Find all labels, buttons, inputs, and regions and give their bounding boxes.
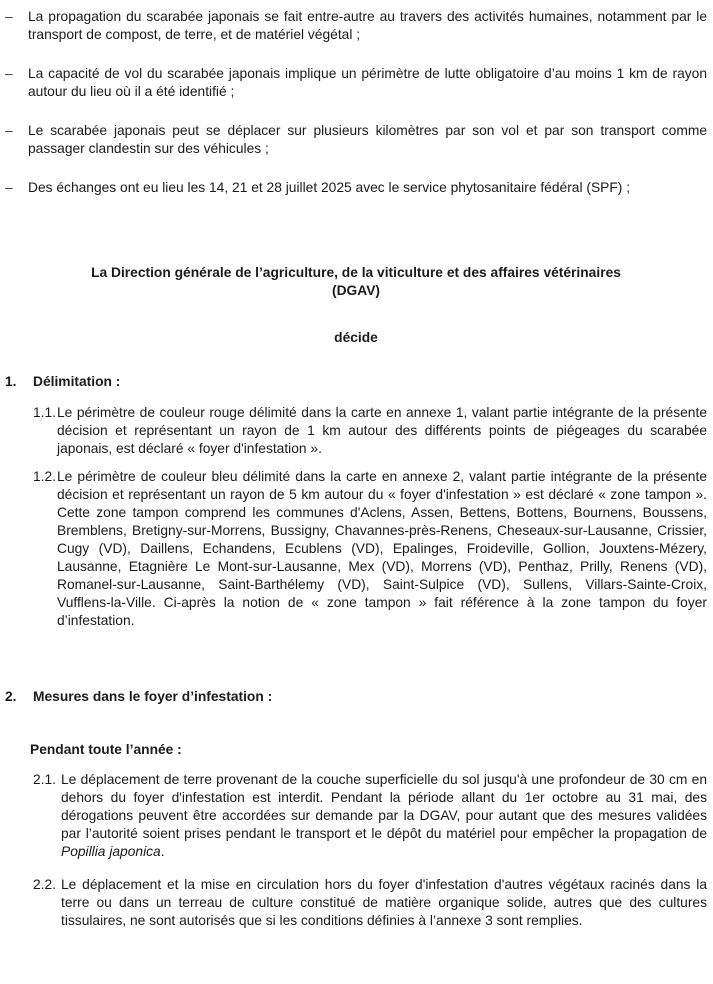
document-title-line1: La Direction générale de l’agriculture, de la viticulture et des affaires vétérinaires	[91, 265, 621, 280]
bullet-item	[5, 65, 707, 101]
dash-bullet-marker: –	[5, 180, 13, 195]
bullet-text: Le scarabée japonais peut se déplacer sur plusieurs kilomètres par son vol et par son transport comme passager clandestin sur des véhicules ;	[28, 123, 707, 156]
section-2-label: Mesures dans le foyer d’infestation :	[33, 689, 273, 704]
list-item-1-2	[5, 468, 707, 630]
section-1-label: Délimitation :	[33, 374, 121, 389]
list-item-2-1	[5, 771, 707, 861]
bullet-item	[5, 122, 707, 158]
list-item-2-1-text: Le déplacement de terre provenant de la couche superficielle du sol jusqu'à une profondeur de 30 cm en dehors du foyer d'infestation est interdit. Pendant la période allant du 1er octobre au 31 mai, des dérogations peuvent être accordées sur demande par la DGAV, pour autant que des mesures validées par l’autorité soient prises pendant le transport et le dépôt du matériel pour empêcher la propagation de	[61, 772, 707, 841]
dash-bullet-marker: –	[5, 9, 13, 24]
list-item-2-2	[5, 876, 707, 930]
list-item-2-1-number: 2.1.	[33, 772, 57, 787]
list-item-1-1	[5, 404, 707, 458]
section-2-title	[5, 688, 707, 706]
document-title-line2: (DGAV)	[331, 283, 381, 298]
document-title	[5, 264, 707, 300]
bullet-item	[5, 179, 707, 197]
list-item-1-1-text: Le périmètre de couleur rouge délimité dans la carte en annexe 1, valant partie intégrante de la présente décision et représentant un rayon de 1 km autour des différents points de piégeages du scarabée japonais, est déclaré « foyer d'infestation ».	[57, 405, 707, 456]
section-1-title	[5, 373, 707, 391]
dash-bullet-marker: –	[5, 123, 13, 138]
dash-bullet-marker: –	[5, 66, 13, 81]
list-item-2-2-text: Le déplacement et la mise en circulation hors du foyer d'infestation d'autres végétaux racinés dans la terre ou dans un terreau de culture constitué de matière organique solide, autres que des cultures tissulaires, ne sont autorisés que si les conditions définies à l’annexe 3 sont remplies.	[61, 877, 707, 928]
list-item-2-1-suffix: .	[160, 844, 165, 859]
list-item-2-2-number: 2.2.	[33, 877, 57, 892]
section-2-subheading: Pendant toute l’année :	[30, 742, 182, 757]
decide-heading: décide	[334, 330, 378, 345]
species-name-italic: Popillia japonica	[61, 844, 161, 859]
list-item-1-2-text: Le périmètre de couleur bleu délimité dans la carte en annexe 2, valant partie intégrante de la présente décision et représentant un rayon de 5 km autour du « foyer d'infestation » est déclaré « zone tampon ». Cette zone tampon comprend les communes d'Aclens, Assen, Bettens, Bottens, Bournens, Boussens, Bremblens, Bretigny-sur-Morrens, Bussigny, Chavannes-près-Renens, Cheseaux-sur-Lausanne, Crissier, Cugy (VD), Daillens, Echandens, Ecublens (VD), Epalinges, Froideville, Gollion, Jouxtens-Mézery, Lausanne, Etagnière Le Mont-sur-Lausanne, Mex (VD), Morrens (VD), Penthaz, Prilly, Renens (VD), Romanel-sur-Lausanne, Saint-Barthélemy (VD), Saint-Sulpice (VD), Sullens, Villars-Sainte-Croix, Vufflens-la-Ville. Ci-après la notion de « zone tampon » fait référence à la zone tampon du foyer d’infestation.	[57, 469, 707, 628]
list-item-1-2-number: 1.2.	[33, 469, 57, 484]
list-item-1-1-number: 1.1.	[33, 405, 57, 420]
bullet-text: La capacité de vol du scarabée japonais implique un périmètre de lutte obligatoire d’au moins 1 km de rayon autour du lieu où il a été identifié ;	[28, 66, 707, 99]
bullet-item	[5, 8, 707, 44]
bullet-text: Des échanges ont eu lieu les 14, 21 et 28 juillet 2025 avec le service phytosanitaire fédéral (SPF) ;	[28, 180, 631, 195]
section-1-number: 1.	[5, 374, 17, 389]
bullet-text: La propagation du scarabée japonais se fait entre-autre au travers des activités humaines, notamment par le transport de compost, de terre, et de matériel végétal ;	[28, 9, 707, 42]
section-2-number: 2.	[5, 689, 17, 704]
